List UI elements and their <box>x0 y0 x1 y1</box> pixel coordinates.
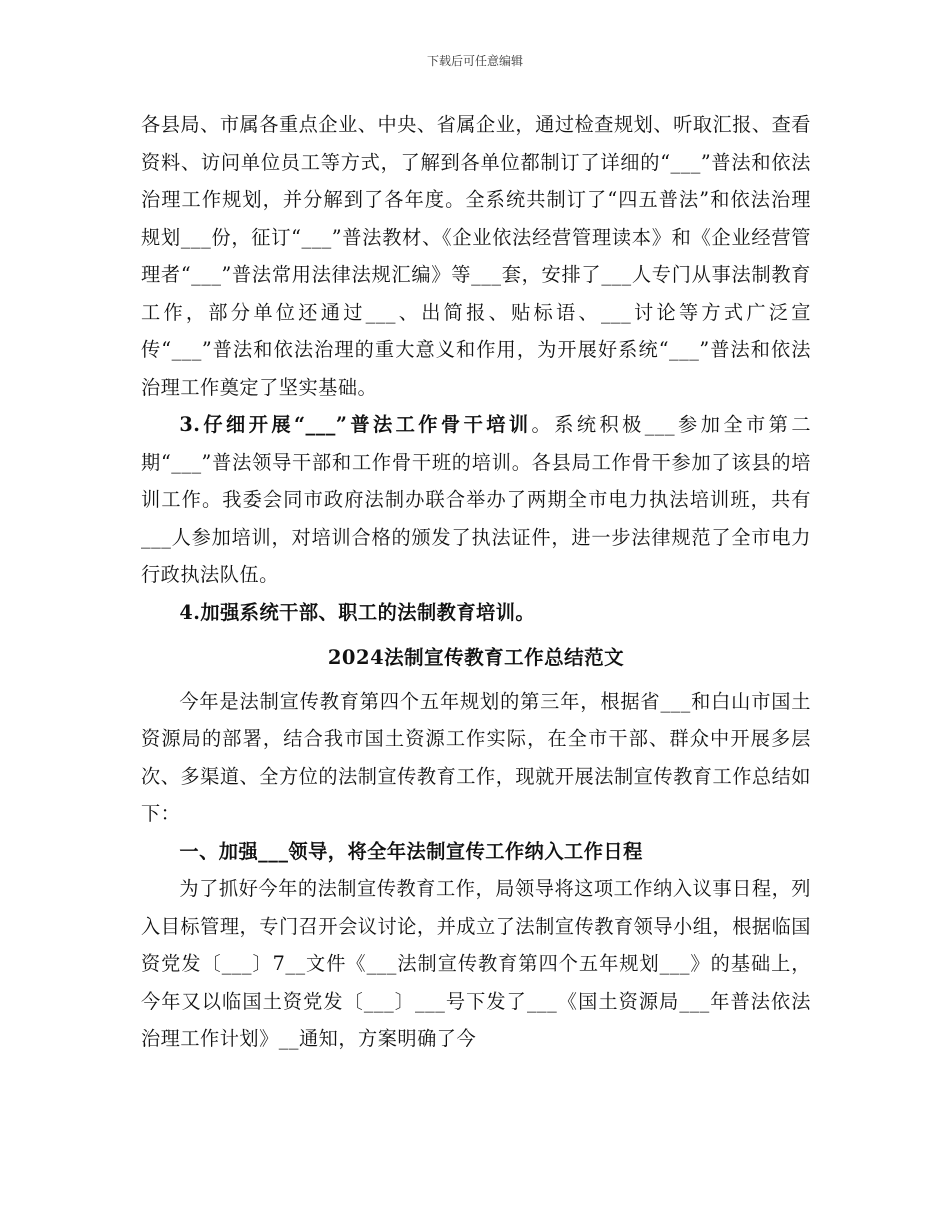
paragraph-1: 各县局、市属各重点企业、中央、省属企业，通过检查规划、听取汇报、查看资料、访问单位员工等方式，了解到各单位都制订了详细的“___”普法和依法治理工作规划，并分解到了各年度。全系统共制订了“四五普法”和依法治理规划___份，征订“___”普法教材、《企业依法经营管理读本》和《企业经营管理者“___”普法常用法律法规汇编》等___套，安排了___人专门从事法制教育工作，部分单位还通过___、出简报、贴标语、___讨论等方式广泛宣传“___”普法和依法治理的重大意义和作用，为开展好系统“___”普法和依法治理工作奠定了坚实基础。 <box>141 113 811 399</box>
item-3-text: 。系统积极___参加全市第二期“___”普法领导干部和工作骨干班的培训。各县局工作骨干参加了该县的培训工作。我委会同市政府法制办联合举办了两期全市电力执法培训班，共有___人参加培训，对培训合格的颁发了执法证件，进一步法律规范了全市电力行政执法队伍。 <box>141 413 812 586</box>
item-4-heading: 4.加强系统干部、职工的法制教育培训。 <box>179 600 536 624</box>
paragraph-3: 为了抓好今年的法制宣传教育工作，局领导将这项工作纳入议事日程，列入目标管理，专门召开会议讨论，并成立了法制宣传教育领导小组，根据临国资党发〔___〕7__文件《___法制宣传教育第四个五年规划___》的基础上，今年又以临国土资党发〔___〕___号下发了___《国土资源局___年普法依法治理工作计划》__通知，方案明确了今 <box>141 877 811 1050</box>
document-body <box>141 106 811 1058</box>
document-title: 2024法制宣传教育工作总结范文 <box>327 646 625 669</box>
section-1-heading: 一、加强___领导，将全年法制宣传工作纳入工作日程 <box>179 839 643 863</box>
paragraph-2: 今年是法制宣传教育第四个五年规划的第三年，根据省___和白山市国土资源局的部署，结合我市国土资源工作实际，在全市干部、群众中开展多层次、多渠道、全方位的法制宣传教育工作，现就开展法制宣传教育工作总结如下： <box>141 689 811 825</box>
page-header: 下载后可任意编辑 <box>426 54 523 68</box>
item-3 <box>141 406 811 594</box>
item-3-heading: 3.仔细开展“___”普法工作骨干培训 <box>179 413 532 436</box>
